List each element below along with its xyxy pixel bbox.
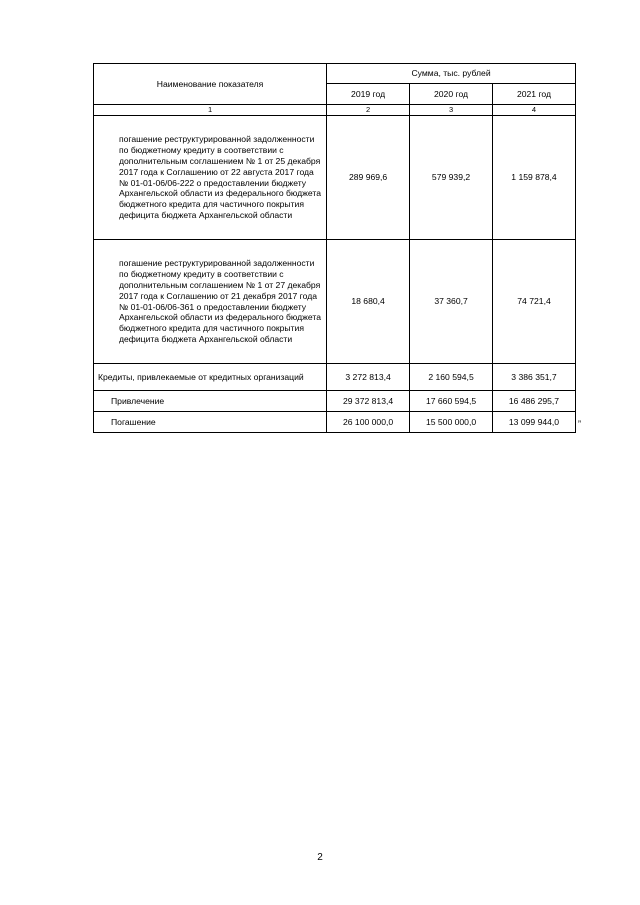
row-value-2020: 15 500 000,0: [410, 412, 493, 433]
row-value-2021: 16 486 295,7: [493, 391, 576, 412]
header-year-2019: 2019 год: [327, 84, 410, 105]
row-value-2019: 29 372 813,4: [327, 391, 410, 412]
row-name: Погашение: [94, 412, 327, 433]
table-row: [94, 116, 576, 240]
row-value-2020: 17 660 594,5: [410, 391, 493, 412]
row-value-2021: 1 159 878,4: [493, 116, 576, 240]
row-value-2019: 18 680,4: [327, 240, 410, 364]
table-row: [94, 240, 576, 364]
row-value-2021: 13 099 944,0: [493, 412, 576, 433]
budget-table: [93, 63, 576, 433]
row-name: Привлечение: [94, 391, 327, 412]
row-name: Кредиты, привлекаемые от кредитных организаций: [94, 364, 327, 391]
column-number-3: 3: [410, 105, 493, 116]
row-value-2020: 579 939,2: [410, 116, 493, 240]
row-value-2021: 3 386 351,7: [493, 364, 576, 391]
column-number-2: 2: [327, 105, 410, 116]
header-year-2021: 2021 год: [493, 84, 576, 105]
row-value-2021: 74 721,4: [493, 240, 576, 364]
header-sum: Сумма, тыс. рублей: [327, 64, 576, 84]
table-row: [94, 412, 576, 433]
row-value-2020: 37 360,7: [410, 240, 493, 364]
page-number: 2: [317, 852, 323, 863]
closing-quote: ”: [578, 419, 581, 429]
header-indicator-name: Наименование показателя: [94, 64, 327, 105]
row-value-2019: 289 969,6: [327, 116, 410, 240]
table-row: [94, 391, 576, 412]
row-name: погашение реструктурированной задолженности по бюджетному кредиту в соответствии с дополнительным соглашением № 1 от 27 декабря 2017 года к Соглашению от 21 декабря 2017 года № 01-01-06/06-361 о предоставлении бюджету Архангельской области из федерального бюджета бюджетного кредита для частичного покрытия дефицита бюджета Архангельской области: [94, 240, 327, 364]
row-value-2020: 2 160 594,5: [410, 364, 493, 391]
header-year-2020: 2020 год: [410, 84, 493, 105]
row-name: погашение реструктурированной задолженности по бюджетному кредиту в соответствии с дополнительным соглашением № 1 от 25 декабря 2017 года к Соглашению от 22 августа 2017 года № 01-01-06/06-222 о предоставлении бюджету Архангельской области из федерального бюджета бюджетного кредита для частичного покрытия дефицита бюджета Архангельской области: [94, 116, 327, 240]
table-row: [94, 364, 576, 391]
row-value-2019: 26 100 000,0: [327, 412, 410, 433]
column-number-4: 4: [493, 105, 576, 116]
column-number-1: 1: [94, 105, 327, 116]
row-value-2019: 3 272 813,4: [327, 364, 410, 391]
